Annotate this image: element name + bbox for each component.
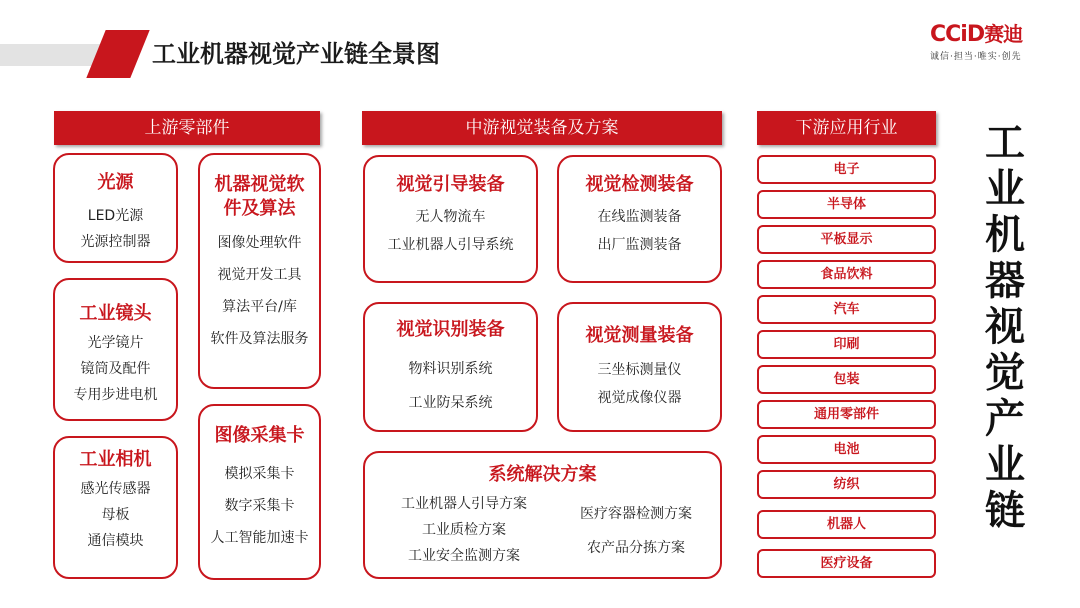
list-item: 数字采集卡 — [224, 498, 295, 514]
downstream-item: 医疗设备 — [757, 549, 936, 578]
downstream-item: 半导体 — [757, 190, 936, 219]
list-item: 人工智能加速卡 — [210, 530, 309, 546]
downstream-item: 平板显示 — [757, 225, 936, 254]
logo-slogan: 诚信·担当·唯实·创先 — [930, 52, 1022, 62]
downstream-item: 机器人 — [757, 510, 936, 539]
solutions-left-column — [379, 491, 549, 569]
list-item: 工业质检方案 — [422, 522, 506, 538]
list-item: 农产品分拣方案 — [587, 540, 685, 556]
software-title-line2: 件及算法 — [223, 198, 296, 219]
measurement-title: 视觉测量装备 — [585, 325, 694, 346]
vertical-title-char: 机 — [985, 212, 1025, 258]
downstream-header: 下游应用行业 — [757, 111, 936, 145]
vertical-title-char: 业 — [985, 442, 1025, 488]
lens-title: 工业镜头 — [79, 303, 152, 324]
upstream-header: 上游零部件 — [54, 111, 320, 145]
list-item: 无人物流车 — [415, 209, 486, 225]
list-item: 视觉成像仪器 — [597, 390, 682, 406]
downstream-item: 印刷 — [757, 330, 936, 359]
list-item: 感光传感器 — [80, 481, 151, 497]
list-item: 镜筒及配件 — [80, 361, 151, 377]
vertical-title-char: 器 — [985, 258, 1025, 304]
inspection-title: 视觉检测装备 — [585, 174, 694, 195]
downstream-item: 食品饮料 — [757, 260, 936, 289]
midstream-header: 中游视觉装备及方案 — [362, 111, 722, 145]
recognition-title: 视觉识别装备 — [396, 319, 505, 340]
light-source-box — [53, 153, 178, 263]
list-item: 工业安全监测方案 — [408, 548, 520, 564]
list-item: 光源控制器 — [80, 234, 151, 250]
downstream-item: 纺织 — [757, 470, 936, 499]
software-title-line1: 机器视觉软 — [214, 174, 305, 195]
vertical-title-char: 觉 — [985, 350, 1025, 396]
inspection-box — [557, 155, 722, 283]
capture-card-title: 图像采集卡 — [214, 425, 305, 446]
solutions-right-column — [561, 497, 711, 565]
downstream-item: 电池 — [757, 435, 936, 464]
list-item: 三坐标测量仪 — [597, 362, 682, 378]
solutions-title: 系统解决方案 — [488, 464, 597, 485]
list-item: LED光源 — [87, 208, 144, 224]
downstream-item: 汽车 — [757, 295, 936, 324]
list-item: 算法平台/库 — [222, 299, 297, 315]
list-item: 物料识别系统 — [408, 361, 493, 377]
list-item: 视觉开发工具 — [217, 267, 302, 283]
list-item: 图像处理软件 — [217, 235, 302, 251]
downstream-item: 包装 — [757, 365, 936, 394]
logo-text: CCiD — [930, 22, 985, 47]
vertical-title-char: 业 — [985, 166, 1025, 212]
list-item: 工业机器人引导方案 — [401, 496, 527, 512]
list-item: 专用步进电机 — [73, 387, 158, 403]
list-item: 母板 — [101, 507, 130, 523]
lens-box — [53, 278, 178, 421]
measurement-box — [557, 302, 722, 432]
ccid-logo — [930, 18, 1060, 64]
list-item: 光学镜片 — [87, 335, 144, 351]
vertical-title-char: 链 — [985, 488, 1025, 534]
light-source-title: 光源 — [97, 172, 134, 193]
vertical-title-char: 视 — [985, 304, 1025, 350]
vertical-title-char: 工 — [985, 120, 1025, 166]
list-item: 软件及算法服务 — [210, 331, 309, 347]
downstream-item: 通用零部件 — [757, 400, 936, 429]
solutions-box — [363, 451, 722, 579]
list-item: 模拟采集卡 — [224, 466, 295, 482]
capture-card-box — [198, 404, 321, 580]
list-item: 通信模块 — [87, 533, 144, 549]
vertical-title-char: 产 — [985, 396, 1025, 442]
list-item: 出厂监测装备 — [597, 237, 682, 253]
page-title: 工业机器视觉产业链全景图 — [152, 40, 440, 68]
header-decor-red-block — [86, 30, 149, 78]
list-item: 医疗容器检测方案 — [580, 506, 692, 522]
list-item: 工业机器人引导系统 — [387, 237, 514, 253]
logo-cn-text: 赛迪 — [984, 22, 1023, 46]
software-box — [198, 153, 321, 389]
list-item: 在线监测装备 — [597, 209, 682, 225]
camera-box — [53, 436, 178, 579]
vertical-title — [970, 120, 1040, 534]
guidance-title: 视觉引导装备 — [396, 174, 505, 195]
guidance-box — [363, 155, 538, 283]
list-item: 工业防呆系统 — [408, 395, 493, 411]
recognition-box — [363, 302, 538, 432]
downstream-item: 电子 — [757, 155, 936, 184]
camera-title: 工业相机 — [79, 449, 152, 470]
